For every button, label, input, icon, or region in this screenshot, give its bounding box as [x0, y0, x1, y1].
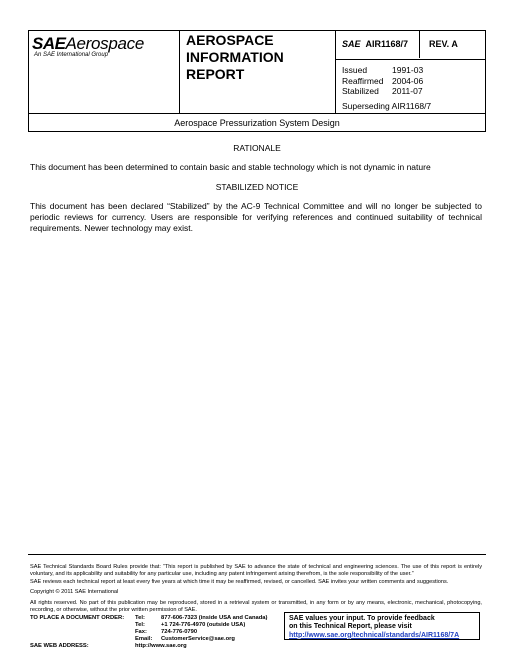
header-divider: [419, 31, 420, 58]
header-divider: [335, 59, 485, 60]
sae-mark-icon: SAE: [342, 39, 361, 49]
logo-subtitle: An SAE International Group: [34, 52, 109, 58]
feedback-box: [284, 612, 480, 640]
contact-row: Fax: 724-776-0790: [135, 629, 198, 635]
logo-word: Aerospace: [65, 34, 145, 53]
email-link[interactable]: CustomerService@sae.org: [161, 636, 235, 642]
feedback-line: on this Technical Report, please visit: [289, 623, 412, 631]
document-number: [342, 39, 408, 49]
contact-list: [135, 615, 283, 643]
contact-row: Email: CustomerService@sae.org: [135, 636, 235, 642]
date-row: Issued 1991-03: [342, 65, 424, 75]
feedback-line: SAE values your input. To provide feedback: [289, 615, 435, 622]
document-title: Aerospace Pressurization System Design: [28, 114, 486, 132]
rationale-text: This document has been determined to contain basic and stable technology which is not dynamic in nature: [30, 162, 431, 172]
feedback-link[interactable]: http://www.sae.org/technical/standards/AIR1168/7A: [289, 631, 460, 639]
order-label: TO PLACE A DOCUMENT ORDER:: [30, 615, 125, 621]
rationale-heading: RATIONALE: [233, 143, 281, 153]
header-divider: [179, 31, 180, 113]
web-address-link[interactable]: http://www.sae.org: [135, 643, 187, 649]
contact-row: Tel: +1 724-776-4970 (outside USA): [135, 622, 246, 628]
contact-row: Tel: 877-606-7323 (inside USA and Canada): [135, 615, 268, 621]
doc-type-line: REPORT: [186, 66, 245, 82]
web-label: SAE WEB ADDRESS:: [30, 643, 89, 649]
review-text: SAE reviews each technical report at least every five years at which time it may be reaffirmed, revised, or cancelled. SAE invites your written comments and suggestions.: [30, 579, 449, 585]
date-row: Stabilized 2011-07: [342, 86, 423, 96]
stabilized-text: This document has been declared “Stabilized” by the AC-9 Technical Committee and will no longer be subjected to periodic reviews for currency. Users are responsible for verifying references and continued suitability of technical requirements. Newer technology may exist.: [30, 201, 482, 233]
rights-text: All rights reserved. No part of this publication may be reproduced, stored in a retrieval system or transmitted, in any form or by any means, electronic, mechanical, photocopying, recording, or otherwise, without the prior written permission of SAE.: [30, 600, 482, 613]
date-row: Reaffirmed 2004-06: [342, 75, 424, 86]
document-type: [186, 32, 326, 83]
superseding-note: Superseding AIR1168/7: [342, 101, 432, 111]
stabilized-heading: STABILIZED NOTICE: [215, 182, 299, 192]
rules-text: SAE Technical Standards Board Rules provide that: “This report is published by SAE to advance the state of technical and engineering sciences. The use of this report is entirely voluntary, and its applicability and suitability for any particular use, including any patent infringement arising therefrom, is the sole responsibility of the user.”: [30, 564, 482, 577]
copyright: Copyright © 2011 SAE International: [30, 589, 119, 595]
doc-type-line: INFORMATION: [186, 49, 284, 65]
doc-number-text: AIR1168/7: [365, 39, 409, 49]
date-table: [342, 65, 432, 97]
sae-aerospace-logo: [32, 34, 172, 58]
logo-mark: SAE: [32, 34, 66, 53]
revision: REV. A: [429, 39, 458, 49]
footer-rule: [28, 554, 486, 555]
doc-type-line: AEROSPACE: [186, 32, 274, 48]
header-divider: [335, 31, 336, 113]
